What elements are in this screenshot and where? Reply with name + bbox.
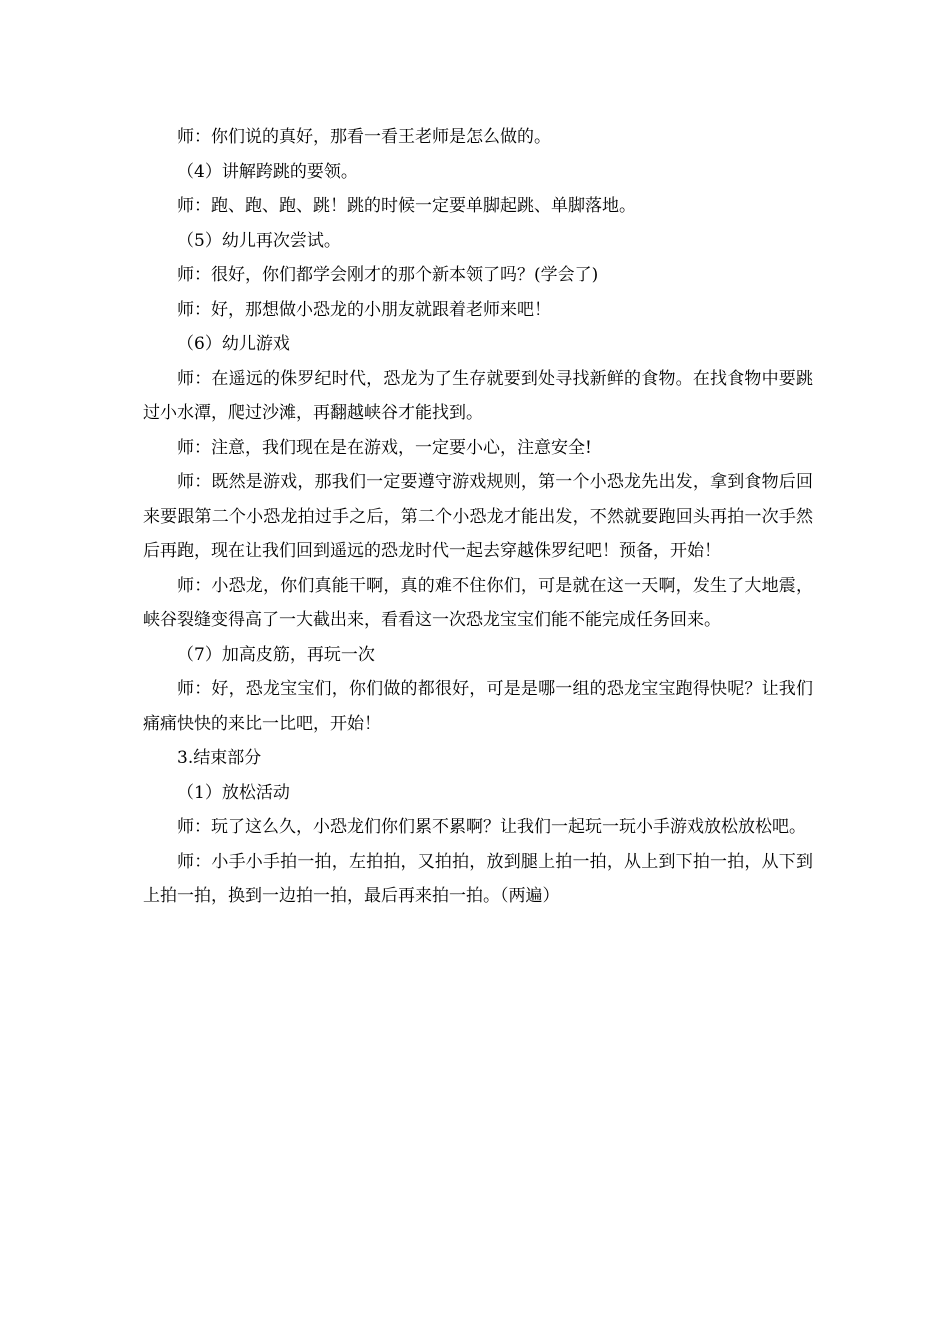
paragraph: 师：在遥远的侏罗纪时代，恐龙为了生存就要到处寻找新鲜的食物。在找食物中要跳过小水潭，爬过沙滩，再翻越峡谷才能找到。 — [143, 368, 813, 423]
paragraph: 师：你们说的真好，那看一看王老师是怎么做的。 — [177, 127, 551, 147]
paragraph: （5）幼儿再次尝试。 — [177, 230, 341, 251]
paragraph: 师：小手小手拍一拍，左拍拍，又拍拍，放到腿上拍一拍，从上到下拍一拍，从下到上拍一拍，换到一边拍一拍，最后再来拍一拍。（两遍） — [143, 851, 813, 906]
paragraph: （7）加高皮筋，再玩一次 — [177, 644, 375, 665]
paragraph: 师：小恐龙，你们真能干啊，真的难不住你们，可是就在这一天啊，发生了大地震，峡谷裂缝变得高了一大截出来，看看这一次恐龙宝宝们能不能完成任务回来。 — [143, 575, 813, 630]
paragraph: 师：很好，你们都学会刚才的那个新本领了吗？(学会了) — [177, 265, 599, 285]
paragraph: 师：注意，我们现在是在游戏，一定要小心，注意安全! — [177, 437, 592, 458]
section-heading: 3.结束部分 — [177, 748, 262, 768]
paragraph: 师：玩了这么久，小恐龙们你们累不累啊？让我们一起玩一玩小手游戏放松放松吧。 — [177, 817, 806, 837]
paragraph: 师：跑、跑、跑、跳！跳的时候一定要单脚起跳、单脚落地。 — [177, 196, 636, 216]
paragraph: （1）放松活动 — [177, 782, 290, 803]
document-body — [143, 120, 813, 914]
paragraph: 师：既然是游戏，那我们一定要遵守游戏规则，第一个小恐龙先出发，拿到食物后回来要跟第二个小恐龙拍过手之后，第二个小恐龙才能出发，不然就要跑回头再拍一次手然后再跑，现在让我们回到遥远的恐龙时代一起去穿越侏罗纪吧！预备，开始！ — [143, 472, 813, 561]
paragraph: （6）幼儿游戏 — [177, 334, 290, 354]
paragraph: （4）讲解跨跳的要领。 — [177, 161, 358, 182]
paragraph: 师：好，那想做小恐龙的小朋友就跟着老师来吧！ — [177, 299, 551, 320]
paragraph: 师：好，恐龙宝宝们，你们做的都很好，可是是哪一组的恐龙宝宝跑得快呢？让我们痛痛快快的来比一比吧，开始！ — [143, 679, 813, 734]
